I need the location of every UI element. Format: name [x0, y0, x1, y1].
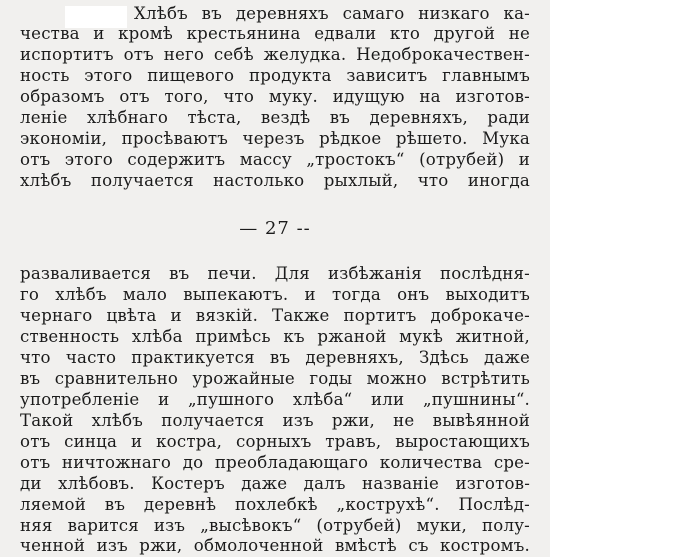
text-line: отъ этого содержитъ массу „тростокъ“ (отрубей) и — [20, 150, 530, 169]
text-line: отъ синца и костра, сорныхъ травъ, выростающихъ — [20, 432, 530, 451]
text-line: образомъ отъ того, что муку. идущую на изготов- — [20, 87, 530, 106]
text-line: разваливается въ печи. Для избѣжанія послѣдня- — [20, 264, 530, 283]
text-line: что часто практикуется въ деревняхъ, Здѣсь даже — [20, 348, 530, 367]
text-line: ность этого пищевого продукта зависитъ главнымъ — [20, 66, 530, 85]
text-line: отъ ничтожнаго до преобладающаго количества сре- — [20, 453, 530, 472]
text-line: чернаго цвѣта и вязкій. Также портитъ доброкаче- — [20, 306, 530, 325]
text-line: Хлѣбъ въ деревняхъ самаго низкаго ка- — [134, 4, 530, 23]
text-line: ственность хлѣба примѣсь къ ржаной мукѣ житной, — [20, 327, 530, 346]
blank-margin — [550, 0, 700, 557]
text-line: въ сравнительно урожайные годы можно встрѣтить — [20, 369, 530, 388]
text-line: экономіи, просѣваютъ черезъ рѣдкое рѣшето. Мука — [20, 129, 530, 148]
text-line: го хлѣбъ мало выпекаютъ. и тогда онъ выходитъ — [20, 285, 530, 304]
text-line: леніе хлѣбнаго тѣста, вездѣ въ деревняхъ, ради — [20, 108, 530, 127]
text-line: чества и кромѣ крестьянина едвали кто другой не — [20, 24, 530, 43]
page-number: — 27 -- — [239, 218, 311, 239]
text-line: ляемой въ деревнѣ похлебкѣ „кострухѣ“. Послѣд- — [20, 495, 530, 514]
text-line: ченной изъ ржи, обмолоченной вмѣстѣ съ костромъ. — [20, 536, 530, 555]
text-line: Такой хлѣбъ получается изъ ржи, не вывѣянной — [20, 411, 530, 430]
text-line: ди хлѣбовъ. Костеръ даже далъ названіе изготов- — [20, 474, 530, 493]
text-line: употребленіе и „пушного хлѣба“ или „пушнины“. — [20, 390, 530, 409]
text-line: хлѣбъ получается настолько рыхлый, что иногда — [20, 171, 530, 190]
text-line: испортитъ отъ него себѣ желудка. Недоброкачествен- — [20, 45, 530, 64]
text-line: няя варится изъ „высѣвокъ“ (отрубей) муки, полу- — [20, 516, 530, 535]
